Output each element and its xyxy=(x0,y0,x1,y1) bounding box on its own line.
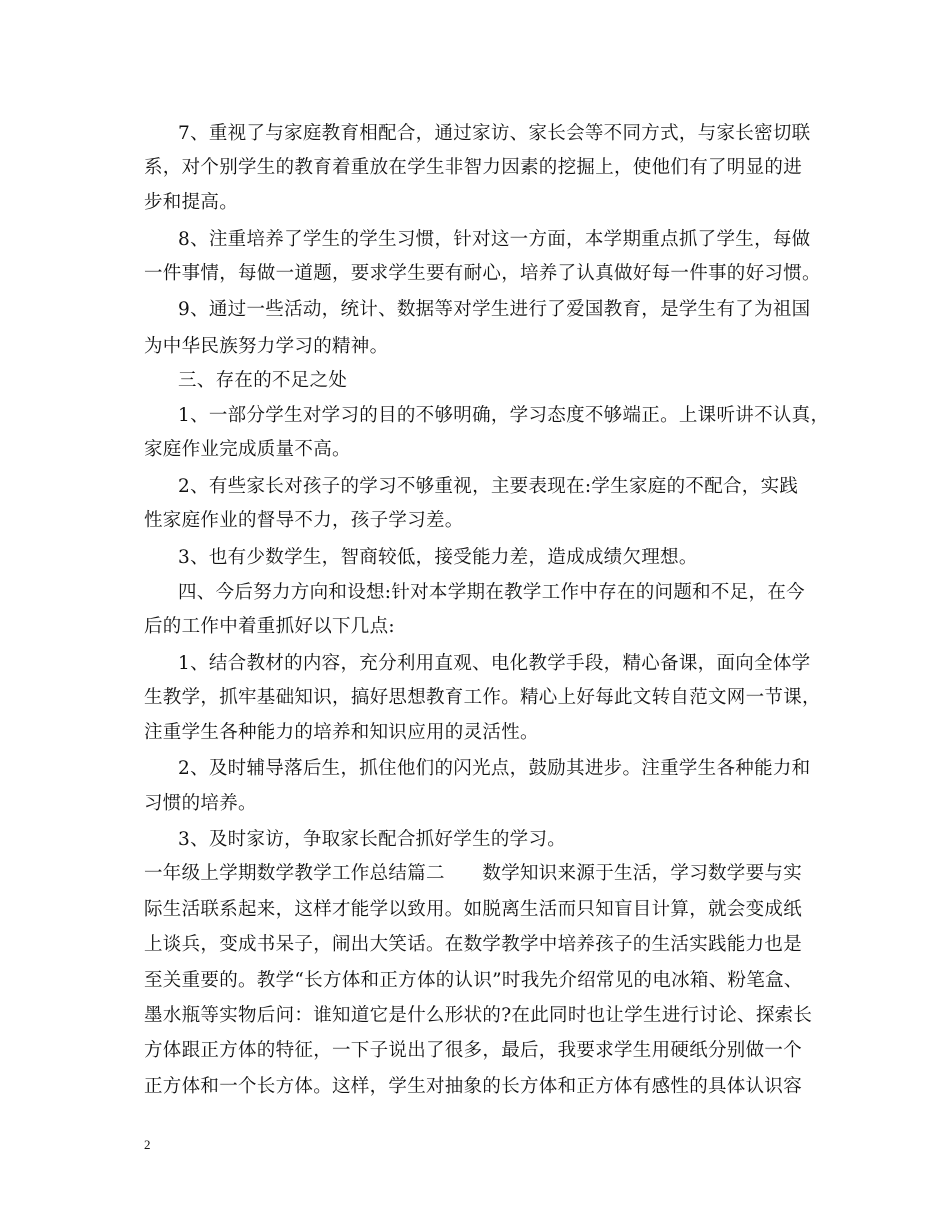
paragraph-9-line-1: 9、通过一些活动，统计、数据等对学生进行了爱国教育，是学生有了为祖国 xyxy=(178,299,811,320)
section-heading-shortcomings: 三、存在的不足之处 xyxy=(178,370,348,391)
paragraph-8-line-2: 一件事情，每做一道题，要求学生要有耐心，培养了认真做好每一件事的好习惯。 xyxy=(144,263,821,284)
paragraph-7-line-1: 7、重视了与家庭教育相配合，通过家访、家长会等不同方式，与家长密切联 xyxy=(178,123,811,144)
shortcoming-2-line-2: 性家庭作业的督导不力，孩子学习差。 xyxy=(144,510,464,531)
plan-1-line-1: 1、结合教材的内容，充分利用直观、电化教学手段，精心备课，面向全体学 xyxy=(178,653,811,674)
page-number: 2 xyxy=(144,1137,151,1152)
article-2-line-2: 际生活联系起来，这样才能学以致用。如脱离生活而只知盲目计算，就会变成纸 xyxy=(144,899,803,920)
shortcoming-1-line-2: 家庭作业完成质量不高。 xyxy=(144,439,351,460)
article-2-line-6: 方体跟正方体的特征，一下子说出了很多，最后，我要求学生用硬纸分别做一个 xyxy=(144,1040,803,1061)
paragraph-9-line-2: 为中华民族努力学习的精神。 xyxy=(144,336,389,357)
shortcoming-1-line-1: 1、一部分学生对学习的目的不够明确，学习态度不够端正。上课听讲不认真， xyxy=(178,405,830,426)
paragraph-7-line-2: 系，对个别学生的教育着重放在学生非智力因素的挖掘上，使他们有了明显的进 xyxy=(144,157,803,178)
article-2-line-4: 至关重要的。教学“长方体和正方体的认识”时我先介绍常见的电冰箱、粉笔盒、 xyxy=(144,970,803,991)
plan-1-line-3: 注重学生各种能力的培养和知识应用的灵活性。 xyxy=(144,722,539,743)
article-2-line-7: 正方体和一个长方体。这样，学生对抽象的长方体和正方体有感性的具体认识容 xyxy=(144,1076,803,1097)
paragraph-8-line-1: 8、注重培养了学生的学生习惯，针对这一方面，本学期重点抓了学生，每做 xyxy=(178,229,811,250)
article-2-line-5: 墨水瓶等实物后问：谁知道它是什么形状的?在此同时也让学生进行讨论、探索长 xyxy=(144,1005,813,1026)
plan-3-line-1: 3、及时家访，争取家长配合抓好学生的学习。 xyxy=(178,829,567,850)
article-2-line-1: 一年级上学期数学教学工作总结篇二 数学知识来源于生活，学习数学要与实 xyxy=(144,863,803,884)
section-heading-future-line-1: 四、今后努力方向和设想:针对本学期在教学工作中存在的问题和不足，在今 xyxy=(178,582,805,603)
plan-2-line-2: 习惯的培养。 xyxy=(144,793,257,814)
shortcoming-2-line-1: 2、有些家长对孩子的学习不够重视，主要表现在:学生家庭的不配合，实践 xyxy=(178,476,799,497)
article-2-line-3: 上谈兵，变成书呆子，闹出大笑话。在数学教学中培养孩子的生活实践能力也是 xyxy=(144,934,803,955)
paragraph-7-line-3: 步和提高。 xyxy=(144,192,239,213)
section-heading-future-line-2: 后的工作中着重抓好以下几点: xyxy=(144,616,395,637)
plan-2-line-1: 2、及时辅导落后生，抓住他们的闪光点，鼓励其进步。注重学生各种能力和 xyxy=(178,758,811,779)
plan-1-line-2: 生教学，抓牢基础知识，搞好思想教育工作。精心上好每此文转自范文网一节课， xyxy=(144,687,821,708)
shortcoming-3-line-1: 3、也有少数学生，智商较低，接受能力差，造成成绩欠理想。 xyxy=(178,547,698,568)
